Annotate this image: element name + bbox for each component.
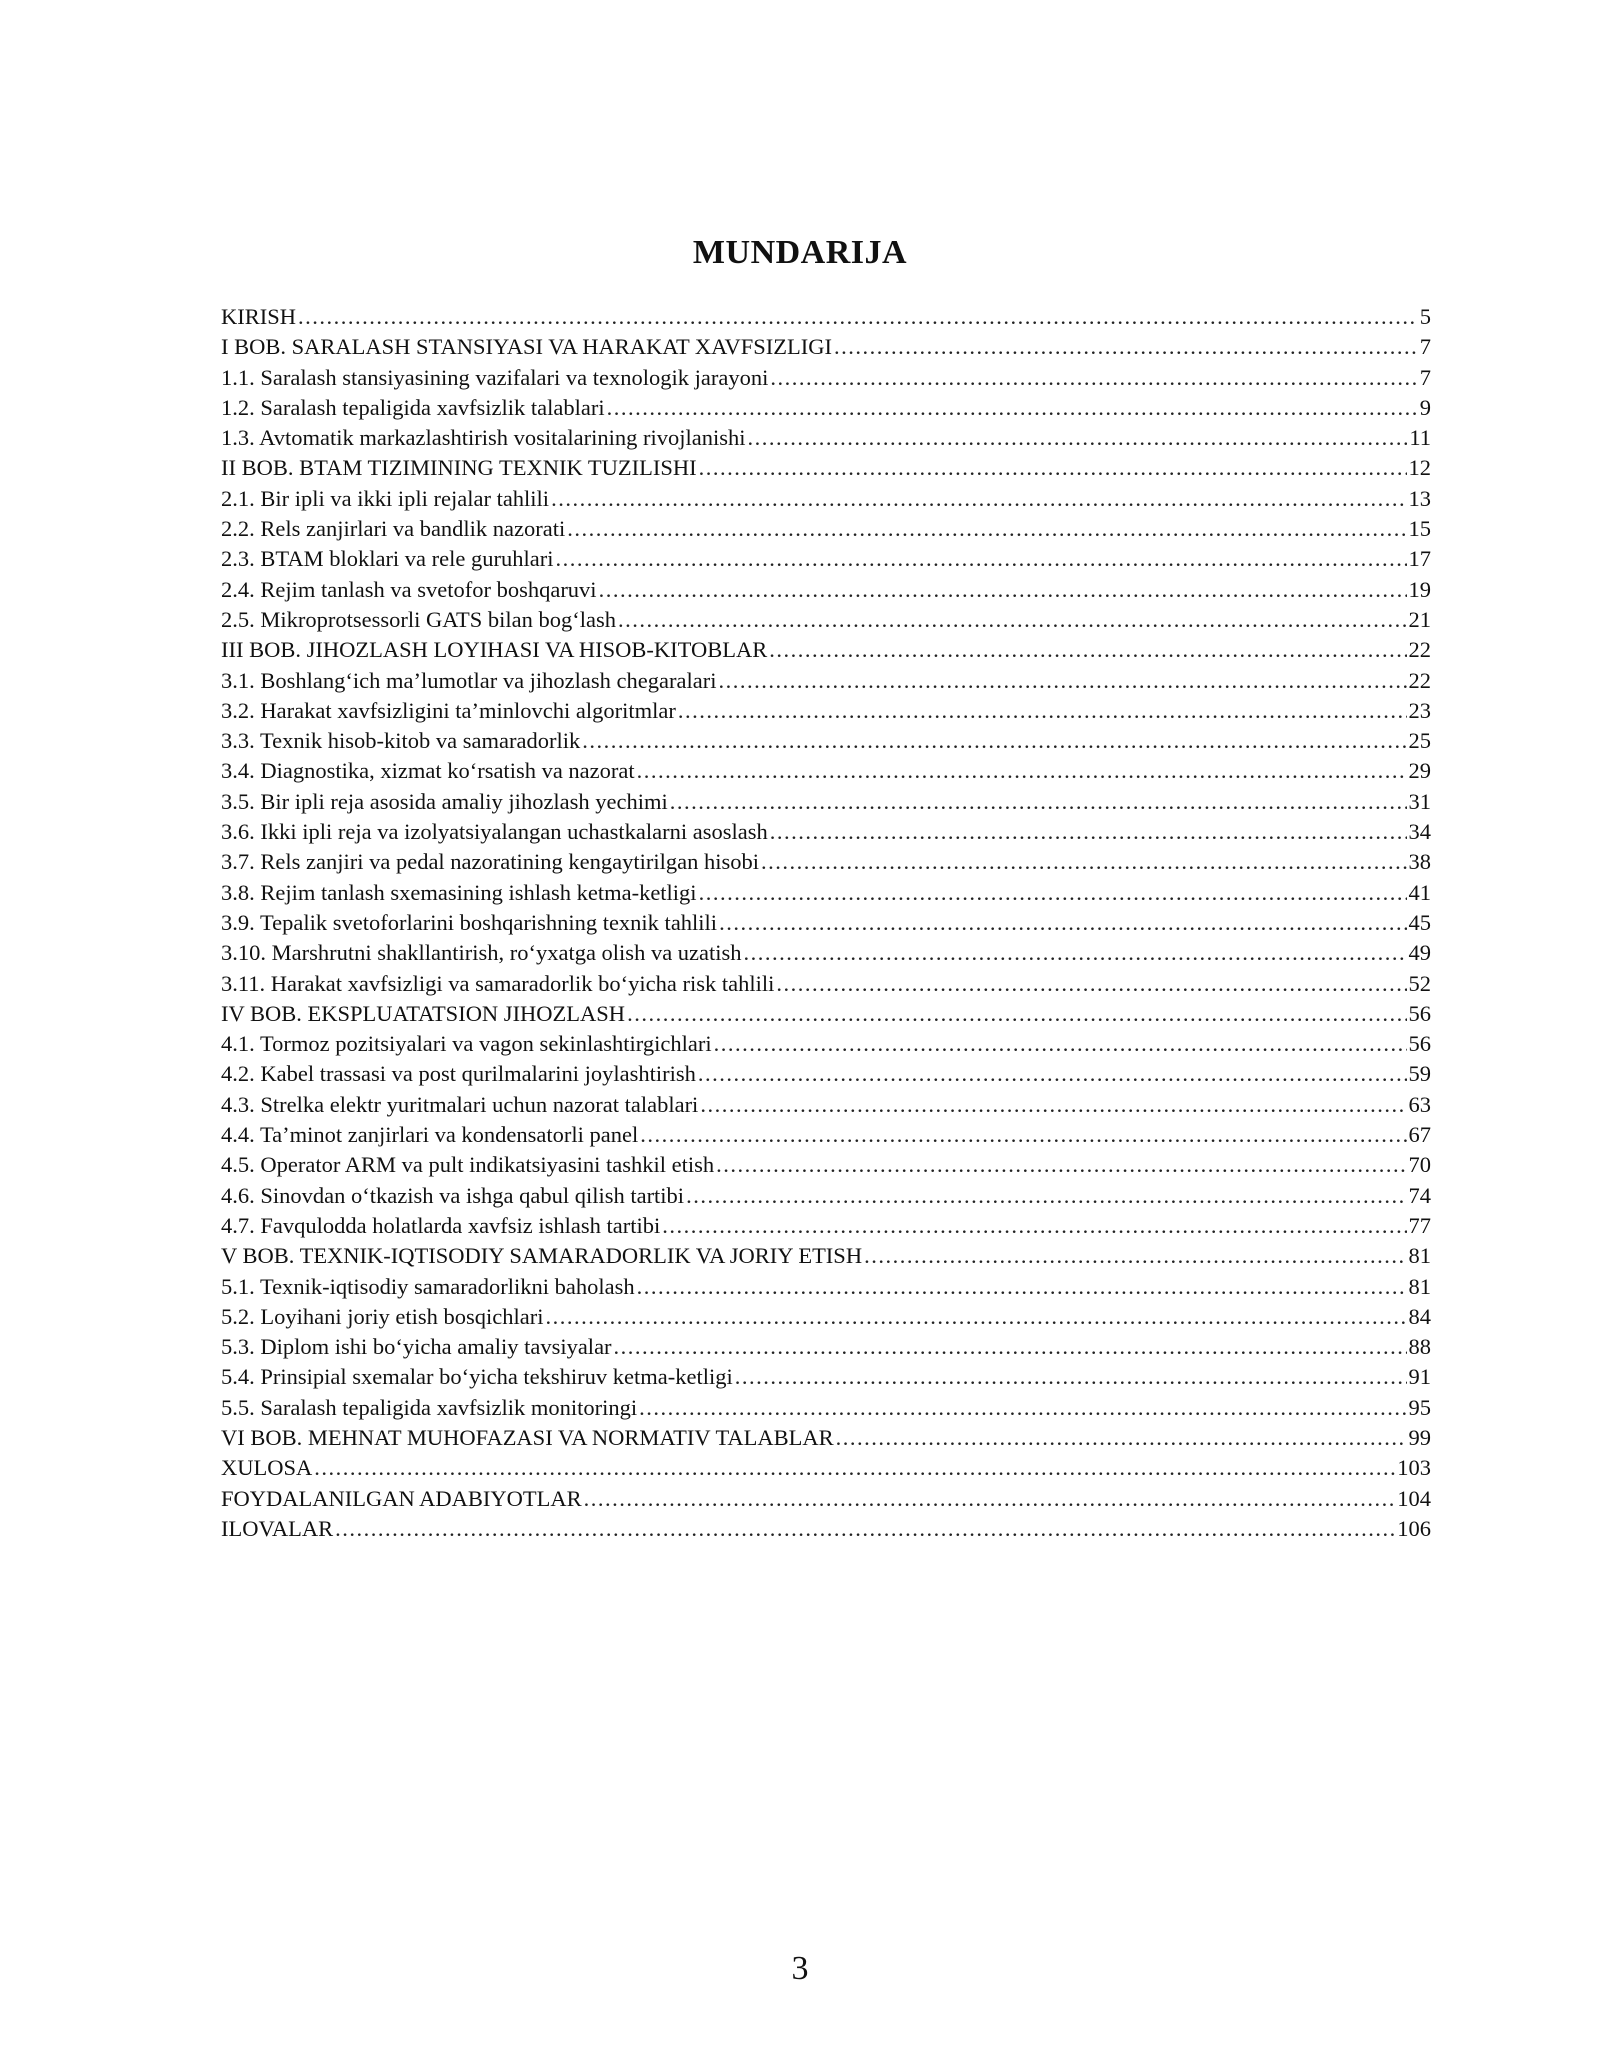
- dot-leader: [699, 878, 1407, 908]
- toc-entry-label: 2.1. Bir ipli va ikki ipli rejalar tahlili: [221, 485, 550, 511]
- toc-entry-page: 84: [1408, 1303, 1431, 1329]
- toc-entry-page: 29: [1408, 758, 1431, 784]
- toc-entry-page: 74: [1408, 1182, 1431, 1208]
- toc-entry: [221, 878, 1431, 908]
- dot-leader: [834, 332, 1418, 362]
- toc-entry-page: 106: [1397, 1515, 1431, 1541]
- toc-entry: [221, 1059, 1431, 1089]
- toc-entry-page: 9: [1419, 394, 1431, 420]
- toc-entry-page: 19: [1408, 576, 1431, 602]
- toc-entry: [221, 1211, 1431, 1241]
- dot-leader: [864, 1241, 1406, 1271]
- toc-entry: [221, 1272, 1431, 1302]
- toc-entry-page: 7: [1419, 364, 1431, 390]
- toc-entry: [221, 666, 1431, 696]
- toc-entry-page: 31: [1408, 788, 1431, 814]
- toc-entry-page: 56: [1408, 1000, 1431, 1026]
- toc-entry: [221, 1484, 1431, 1514]
- toc-entry-label: 2.3. BTAM bloklari va rele guruhlari: [221, 546, 554, 572]
- dot-leader: [776, 969, 1406, 999]
- toc-entry: [221, 756, 1431, 786]
- toc-entry: [221, 938, 1431, 968]
- dot-leader: [716, 1150, 1406, 1180]
- toc-entry-label: XULOSA: [221, 1455, 313, 1481]
- toc-entry: [221, 1332, 1431, 1362]
- toc-entry: [221, 1362, 1431, 1392]
- table-of-contents: [221, 302, 1431, 1544]
- toc-entry-page: 23: [1408, 697, 1431, 723]
- toc-entry: [221, 544, 1431, 574]
- page-title: MUNDARIJA: [692, 234, 908, 271]
- toc-entry: [221, 635, 1431, 665]
- toc-entry: [221, 302, 1431, 332]
- dot-leader: [662, 1211, 1406, 1241]
- toc-entry-page: 63: [1408, 1091, 1431, 1117]
- dot-leader: [678, 696, 1407, 726]
- toc-entry: [221, 1393, 1431, 1423]
- toc-entry: [221, 575, 1431, 605]
- toc-entry-label: I BOB. SARALASH STANSIYASI VA HARAKAT XAVFSIZLIGI: [221, 334, 833, 360]
- toc-entry-page: 17: [1408, 546, 1431, 572]
- toc-entry-page: 103: [1397, 1455, 1431, 1481]
- toc-entry-label: FOYDALANILGAN ADABIYOTLAR: [221, 1485, 582, 1511]
- toc-entry-label: 1.2. Saralash tepaligida xavfsizlik talablari: [221, 394, 605, 420]
- toc-entry: [221, 1150, 1431, 1180]
- toc-entry-page: 81: [1408, 1243, 1431, 1269]
- toc-entry-page: 67: [1408, 1122, 1431, 1148]
- toc-entry: [221, 453, 1431, 483]
- toc-entry-label: 2.5. Mikroprotsessorli GATS bilan bog‘lash: [221, 606, 616, 632]
- toc-entry-label: ILOVALAR: [221, 1515, 334, 1541]
- dot-leader: [607, 393, 1418, 423]
- toc-entry-label: 2.2. Rels zanjirlari va bandlik nazorati: [221, 516, 566, 542]
- dot-leader: [699, 453, 1407, 483]
- toc-entry-page: 70: [1408, 1152, 1431, 1178]
- dot-leader: [719, 908, 1406, 938]
- toc-entry-label: 3.2. Harakat xavfsizligini ta’minlovchi algoritmlar: [221, 697, 676, 723]
- toc-entry: [221, 969, 1431, 999]
- toc-entry-page: 15: [1408, 516, 1431, 542]
- toc-entry-page: 41: [1408, 879, 1431, 905]
- toc-entry: [221, 726, 1431, 756]
- dot-leader: [761, 847, 1407, 877]
- toc-entry-label: 5.5. Saralash tepaligida xavfsizlik monitoringi: [221, 1394, 638, 1420]
- toc-entry: [221, 423, 1431, 453]
- toc-entry: [221, 363, 1431, 393]
- toc-entry: [221, 393, 1431, 423]
- toc-entry: [221, 484, 1431, 514]
- dot-leader: [698, 1059, 1407, 1089]
- dot-leader: [567, 514, 1406, 544]
- toc-entry-page: 12: [1408, 455, 1431, 481]
- dot-leader: [770, 817, 1407, 847]
- dot-leader: [637, 756, 1407, 786]
- toc-entry-label: 3.1. Boshlang‘ich ma’lumotlar va jihozlash chegaralari: [221, 667, 717, 693]
- dot-leader: [335, 1514, 1395, 1544]
- toc-entry-page: 21: [1408, 606, 1431, 632]
- dot-leader: [584, 1484, 1396, 1514]
- dot-leader: [769, 635, 1406, 665]
- toc-entry-page: 25: [1408, 728, 1431, 754]
- toc-entry: [221, 1029, 1431, 1059]
- toc-entry-label: 4.7. Favqulodda holatlarda xavfsiz ishlash tartibi: [221, 1212, 661, 1238]
- toc-entry-page: 11: [1409, 425, 1431, 451]
- dot-leader: [314, 1453, 1395, 1483]
- toc-entry-label: 3.3. Texnik hisob-kitob va samaradorlik: [221, 728, 581, 754]
- toc-entry: [221, 696, 1431, 726]
- dot-leader: [744, 938, 1407, 968]
- toc-entry-label: IV BOB. EKSPLUATATSION JIHOZLASH: [221, 1000, 626, 1026]
- toc-entry-page: 34: [1408, 819, 1431, 845]
- dot-leader: [637, 1272, 1407, 1302]
- dot-leader: [599, 575, 1407, 605]
- toc-entry-label: 3.5. Bir ipli reja asosida amaliy jihozlash yechimi: [221, 788, 668, 814]
- toc-entry: [221, 1423, 1431, 1453]
- toc-entry-page: 7: [1419, 334, 1431, 360]
- dot-leader: [714, 1029, 1407, 1059]
- toc-entry: [221, 1241, 1431, 1271]
- dot-leader: [700, 1090, 1406, 1120]
- toc-entry-page: 5: [1419, 304, 1431, 329]
- toc-entry-page: 38: [1408, 849, 1431, 875]
- toc-entry-label: 5.1. Texnik-iqtisodiy samaradorlikni baholash: [221, 1273, 635, 1299]
- toc-entry-label: 3.9. Tepalik svetoforlarini boshqarishning texnik tahlili: [221, 909, 718, 935]
- toc-entry-page: 22: [1408, 637, 1431, 663]
- toc-entry-page: 49: [1408, 940, 1431, 966]
- dot-leader: [545, 1302, 1406, 1332]
- toc-entry: [221, 847, 1431, 877]
- toc-entry-page: 77: [1408, 1212, 1431, 1238]
- toc-entry-label: 4.5. Operator ARM va pult indikatsiyasini tashkil etish: [221, 1152, 715, 1178]
- toc-entry-label: 3.6. Ikki ipli reja va izolyatsiyalangan uchastkalarni asoslash: [221, 819, 768, 845]
- toc-entry-page: 95: [1408, 1394, 1431, 1420]
- toc-entry-page: 45: [1408, 909, 1431, 935]
- dot-leader: [640, 1120, 1406, 1150]
- toc-entry: [221, 1453, 1431, 1483]
- dot-leader: [551, 484, 1406, 514]
- dot-leader: [670, 787, 1407, 817]
- toc-entry-label: 3.11. Harakat xavfsizligi va samaradorlik bo‘yicha risk tahlili: [221, 970, 775, 996]
- toc-entry: [221, 817, 1431, 847]
- toc-entry: [221, 1181, 1431, 1211]
- toc-entry: [221, 332, 1431, 362]
- toc-entry: [221, 1302, 1431, 1332]
- toc-entry-label: 5.4. Prinsipial sxemalar bo‘yicha tekshiruv ketma-ketligi: [221, 1364, 733, 1390]
- dot-leader: [639, 1393, 1406, 1423]
- toc-entry-label: 4.6. Sinovdan o‘tkazish va ishga qabul qilish tartibi: [221, 1182, 685, 1208]
- toc-entry: [221, 1514, 1431, 1544]
- toc-entry-label: V BOB. TEXNIK-IQTISODIY SAMARADORLIK VA JORIY ETISH: [221, 1243, 863, 1269]
- dot-leader: [748, 423, 1408, 453]
- toc-entry-label: 1.1. Saralash stansiyasining vazifalari va texnologik jarayoni: [221, 364, 769, 390]
- toc-entry-label: 5.2. Loyihani joriy etish bosqichlari: [221, 1303, 544, 1329]
- toc-entry: [221, 908, 1431, 938]
- toc-entry-label: III BOB. JIHOZLASH LOYIHASI VA HISOB-KITOBLAR: [221, 637, 768, 663]
- dot-leader: [836, 1423, 1407, 1453]
- toc-entry-label: 3.7. Rels zanjiri va pedal nazoratining kengaytirilgan hisobi: [221, 849, 759, 875]
- toc-entry: [221, 1120, 1431, 1150]
- toc-entry-page: 99: [1408, 1424, 1431, 1450]
- toc-entry-label: II BOB. BTAM TIZIMINING TEXNIK TUZILISHI: [221, 455, 697, 481]
- toc-entry-page: 56: [1408, 1031, 1431, 1057]
- toc-entry: [221, 999, 1431, 1029]
- toc-entry: [221, 1090, 1431, 1120]
- toc-entry-label: 4.4. Ta’minot zanjirlari va kondensatorli panel: [221, 1122, 639, 1148]
- toc-entry-page: 104: [1397, 1485, 1431, 1511]
- toc-entry: [221, 787, 1431, 817]
- toc-entry-label: 1.3. Avtomatik markazlashtirish vositalarining rivojlanishi: [221, 425, 746, 451]
- toc-entry-page: 91: [1408, 1364, 1431, 1390]
- dot-leader: [627, 999, 1406, 1029]
- dot-leader: [686, 1181, 1406, 1211]
- toc-entry: [221, 605, 1431, 635]
- toc-entry-label: 5.3. Diplom ishi bo‘yicha amaliy tavsiyalar: [221, 1334, 612, 1360]
- toc-entry-page: 88: [1408, 1334, 1431, 1360]
- toc-entry-page: 13: [1408, 485, 1431, 511]
- toc-entry-label: 4.1. Tormoz pozitsiyalari va vagon sekinlashtirgichlari: [221, 1031, 712, 1057]
- dot-leader: [618, 605, 1407, 635]
- toc-entry-label: 3.10. Marshrutni shakllantirish, ro‘yxatga olish va uzatish: [221, 940, 742, 966]
- toc-entry-label: 4.2. Kabel trassasi va post qurilmalarini joylashtirish: [221, 1061, 696, 1087]
- toc-entry: [221, 514, 1431, 544]
- page-number: 3: [791, 1950, 809, 1987]
- toc-entry-page: 81: [1408, 1273, 1431, 1299]
- dot-leader: [735, 1362, 1407, 1392]
- toc-entry-label: 3.4. Diagnostika, xizmat ko‘rsatish va nazorat: [221, 758, 635, 784]
- dot-leader: [770, 363, 1417, 393]
- toc-entry-label: VI BOB. MEHNAT MUHOFAZASI VA NORMATIV TALABLAR: [221, 1424, 834, 1450]
- dot-leader: [556, 544, 1407, 574]
- toc-entry-label: KIRISH: [221, 304, 297, 329]
- toc-entry-page: 22: [1408, 667, 1431, 693]
- toc-entry-label: 3.8. Rejim tanlash sxemasining ishlash ketma-ketligi: [221, 879, 697, 905]
- toc-entry-label: 4.3. Strelka elektr yuritmalari uchun nazorat talablari: [221, 1091, 699, 1117]
- toc-entry-page: 59: [1408, 1061, 1431, 1087]
- dot-leader: [718, 666, 1406, 696]
- toc-entry-page: 52: [1408, 970, 1431, 996]
- dot-leader: [614, 1332, 1407, 1362]
- dot-leader: [298, 302, 1418, 332]
- dot-leader: [582, 726, 1406, 756]
- toc-entry-label: 2.4. Rejim tanlash va svetofor boshqaruvi: [221, 576, 597, 602]
